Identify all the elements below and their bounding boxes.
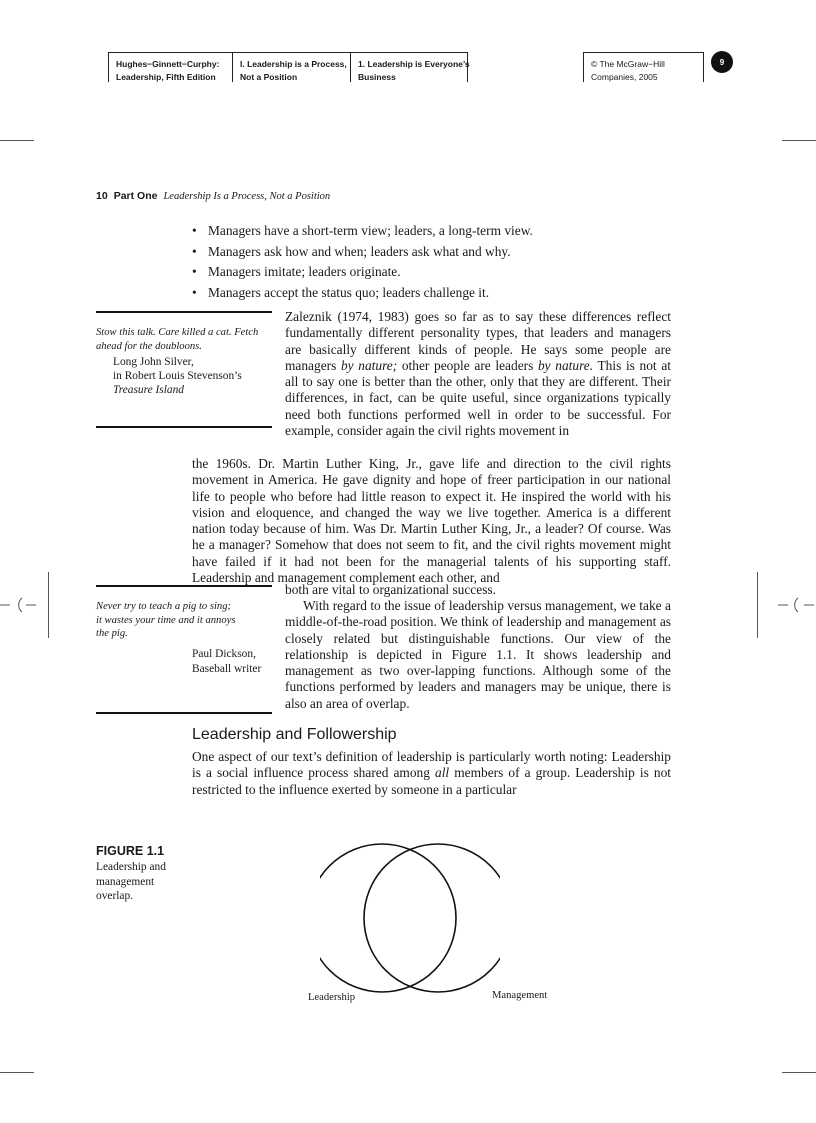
quote-rule-top xyxy=(96,585,272,587)
header-copyright: © The McGraw−Hill Companies, 2005 xyxy=(591,59,665,82)
header-rule xyxy=(108,52,468,53)
bullet-list xyxy=(192,221,533,303)
header-part: I. Leadership is a Process, Not a Position xyxy=(240,59,347,82)
header-chapter: 1. Leadership is Everyone’s Business xyxy=(358,59,470,82)
figure-label: FIGURE 1.1 xyxy=(96,844,165,858)
body-paragraph-end: both are vital to organizational success. xyxy=(285,582,496,597)
header-divider xyxy=(108,52,109,82)
page-number: 10 xyxy=(96,190,108,202)
part-subtitle: Leadership Is a Process, Not a Position xyxy=(163,191,331,202)
header-divider xyxy=(703,52,704,82)
venn-diagram xyxy=(320,838,500,998)
margin-quote-dickson: Never try to teach a pig to sing; it wastes your time and it annoys the pig. Paul Dickson, Baseball writer xyxy=(96,601,262,675)
quote-rule-bottom xyxy=(96,426,272,428)
header-divider xyxy=(350,52,351,82)
quote-rule-top xyxy=(96,311,272,313)
part-label: Part One xyxy=(113,190,158,202)
crop-mark xyxy=(48,572,49,638)
body-paragraph-continued: the 1960s. Dr. Martin Luther King, Jr., gave life and direction to the civil rights movement in America. He gave dignity and hope of freer participation in our national life to people who before had little reason to expect it. He inspired the world with his vision and eloquence, and changed the way we live together. America is a different nation today because of him. Was Dr. Martin Luther King, Jr., a leader? Of course. Was he a manager? Somehow that does not seem to fit, and the civil rights movement might have failed if it had not been for the managerial talents of his supporting staff. Leadership and management complement each other, and xyxy=(192,456,671,586)
running-head xyxy=(96,190,330,202)
crop-mark xyxy=(0,1072,34,1073)
registration-mark-right xyxy=(776,590,816,620)
crop-mark xyxy=(757,572,758,638)
figure-caption: Leadership and management overlap. xyxy=(96,861,166,902)
header-rule-right xyxy=(583,52,703,53)
quote-rule-bottom xyxy=(96,712,272,714)
header-divider xyxy=(232,52,233,82)
management-circle xyxy=(364,844,500,992)
venn-label-leadership: Leadership xyxy=(308,992,356,1003)
section-heading: Leadership and Followership xyxy=(192,726,397,743)
list-item: • Managers accept the status quo; leaders challenge it. xyxy=(192,283,533,304)
leadership-circle xyxy=(320,844,456,992)
body-paragraph: Zaleznik (1974, 1983) goes so far as to say these differences reflect fundamentally different personality types, that leaders and managers are basically different kinds of people. He says some people are managers by nature; other people are leaders by nature. This is not at all to say one is better than the other, only that they are different. Their differences, in fact, can be quite useful, since organizations typically need both functions performed well in order to be successful. For example, consider again the civil rights movement in xyxy=(285,309,671,439)
body-paragraph: One aspect of our text’s definition of leadership is particularly worth noting: Leadership is a social influence process shared among all members of a group. Leadership is not restricted to the influence exerted by someone in a particular xyxy=(192,749,671,797)
body-paragraph: With regard to the issue of leadership versus management, we take a middle-of-the-road position. We think of leadership and management as closely related but distinguishable functions. Our view of the relationship is depicted in Figure 1.1. It shows leadership and management as two over-lapping functions. Although some of the functions performed by leaders and managers may be unique, there is also an area of overlap. xyxy=(285,598,671,711)
margin-quote-silver: Stow this talk. Care killed a cat. Fetch ahead for the doubloons. Long John Silver, in Robert Louis Stevenson’s Treasure Island xyxy=(96,327,259,396)
crop-mark xyxy=(782,140,816,141)
registration-mark-left xyxy=(0,590,40,620)
list-item: • Managers ask how and when; leaders ask what and why. xyxy=(192,242,533,263)
header-authors: Hughes−Ginnett−Curphy: Leadership, Fifth Edition xyxy=(116,59,220,82)
list-item: • Managers imitate; leaders originate. xyxy=(192,262,533,283)
list-item: • Managers have a short-term view; leaders, a long-term view. xyxy=(192,221,533,242)
page-number-badge: 9 xyxy=(711,51,733,73)
header-divider xyxy=(583,52,584,82)
venn-label-management: Management xyxy=(492,990,548,1001)
crop-mark xyxy=(0,140,34,141)
crop-mark xyxy=(782,1072,816,1073)
